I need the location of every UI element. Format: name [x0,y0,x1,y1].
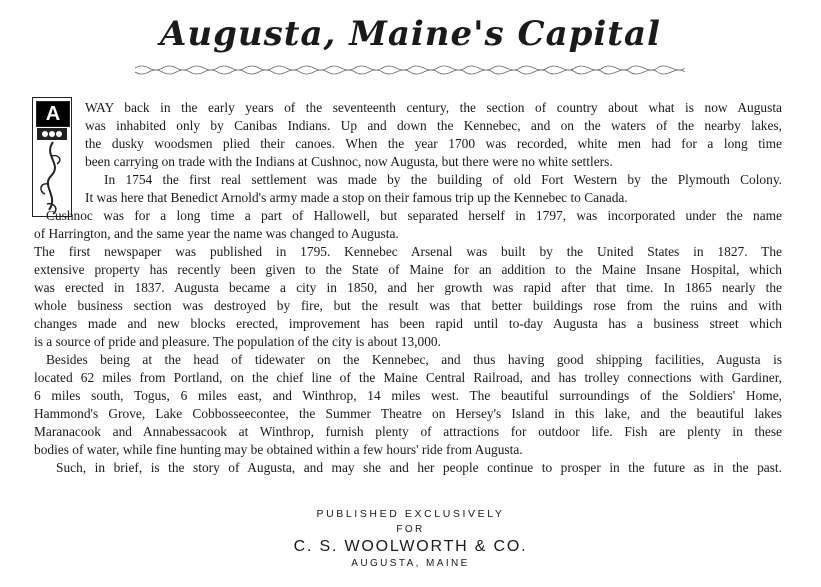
decorative-initial-letter [32,97,72,217]
text-line-11: was erected in 1837. Augusta became a city in 1850, and her growth was rapid after that time. In 1865 nearly the [34,280,782,295]
text-line-2: was inhabited only by Canibas Indians. Up and down the Kennebec, and on the waters of the nearby lakes, [85,118,782,133]
text-line-9: The first newspaper was published in 1795. Kennebec Arsenal was built by the United States in 1827. The [34,244,782,259]
text-line-1: WAY back in the early years of the seventeenth century, the section of country about what is now Augusta [85,100,782,115]
text-line-17: 6 miles south, Togus, 6 miles east, and Winthrop, 14 miles west. The beautiful surroundings of the Soldiers' Home, [34,388,782,403]
footer-for: FOR [396,524,425,535]
text-line-20: bodies of water, while fine hunting may be obtained within a few hours' ride from Augusta. [34,442,523,457]
text-line-18: Hammond's Grove, Lake Cobbosseecontee, the Summer Theatre on Hersey's Island in this lake, and the beautiful lakes [34,406,782,421]
text-line-19: Maranacook and Annabessacook at Winthrop, furnish plenty of attractions for outdoor life. Fish are plenty in these [34,424,782,439]
text-line-16: located 62 miles from Portland, on the chief line of the Maine Central Railroad, and has trolley connections with Gardiner, [34,370,782,385]
page-title: Augusta, Maine's Capital [160,14,661,54]
text-line-14: is a source of pride and pleasure. The population of the city is about 13,000. [34,334,441,349]
text-line-7: Cushnoc was for a long time a part of Hallowell, but separated herself in 1797, was incorporated under the name [46,208,782,223]
text-line-15: Besides being at the head of tidewater on the Kennebec, and thus having good shipping facilities, Augusta is [46,352,782,367]
text-line-8: of Harrington, and the same year the name was changed to Augusta. [34,226,399,241]
text-line-6: It was here that Benedict Arnold's army made a stop on their famous trip up the Kennebec to Canada. [85,190,628,205]
text-line-13: changes made and new blocks erected, improvement has been rapid until to-day Augusta has a business street which [34,316,782,331]
footer-published-exclusively: PUBLISHED EXCLUSIVELY [316,508,505,520]
initial-letter: A [36,101,70,127]
vine-ornament-icon [33,126,73,218]
text-line-5: In 1754 the first real settlement was made by the building of old Fort Western by the Plymouth Colony. [104,172,782,187]
title-ornament-rule [135,64,685,76]
footer-company: C. S. WOOLWORTH & CO. [293,538,528,555]
text-line-4: been carrying on trade with the Indians at Cushnoc, now Augusta, but there were no white settlers. [85,154,613,169]
text-line-10: extensive property has recently been given to the State of Maine for an addition to the Maine Insane Hospital, which [34,262,782,277]
text-line-12: whole business section was destroyed by fire, but the result was that better buildings rose from the ruins and with [34,298,782,313]
footer-location: AUGUSTA, MAINE [351,558,470,569]
text-line-3: the dusky woodsmen plied their canoes. When the year 1700 was recorded, white men had for a long time [85,136,782,151]
text-line-21: Such, in brief, is the story of Augusta, and may she and her people continue to prosper in the future as in the past. [56,460,782,475]
